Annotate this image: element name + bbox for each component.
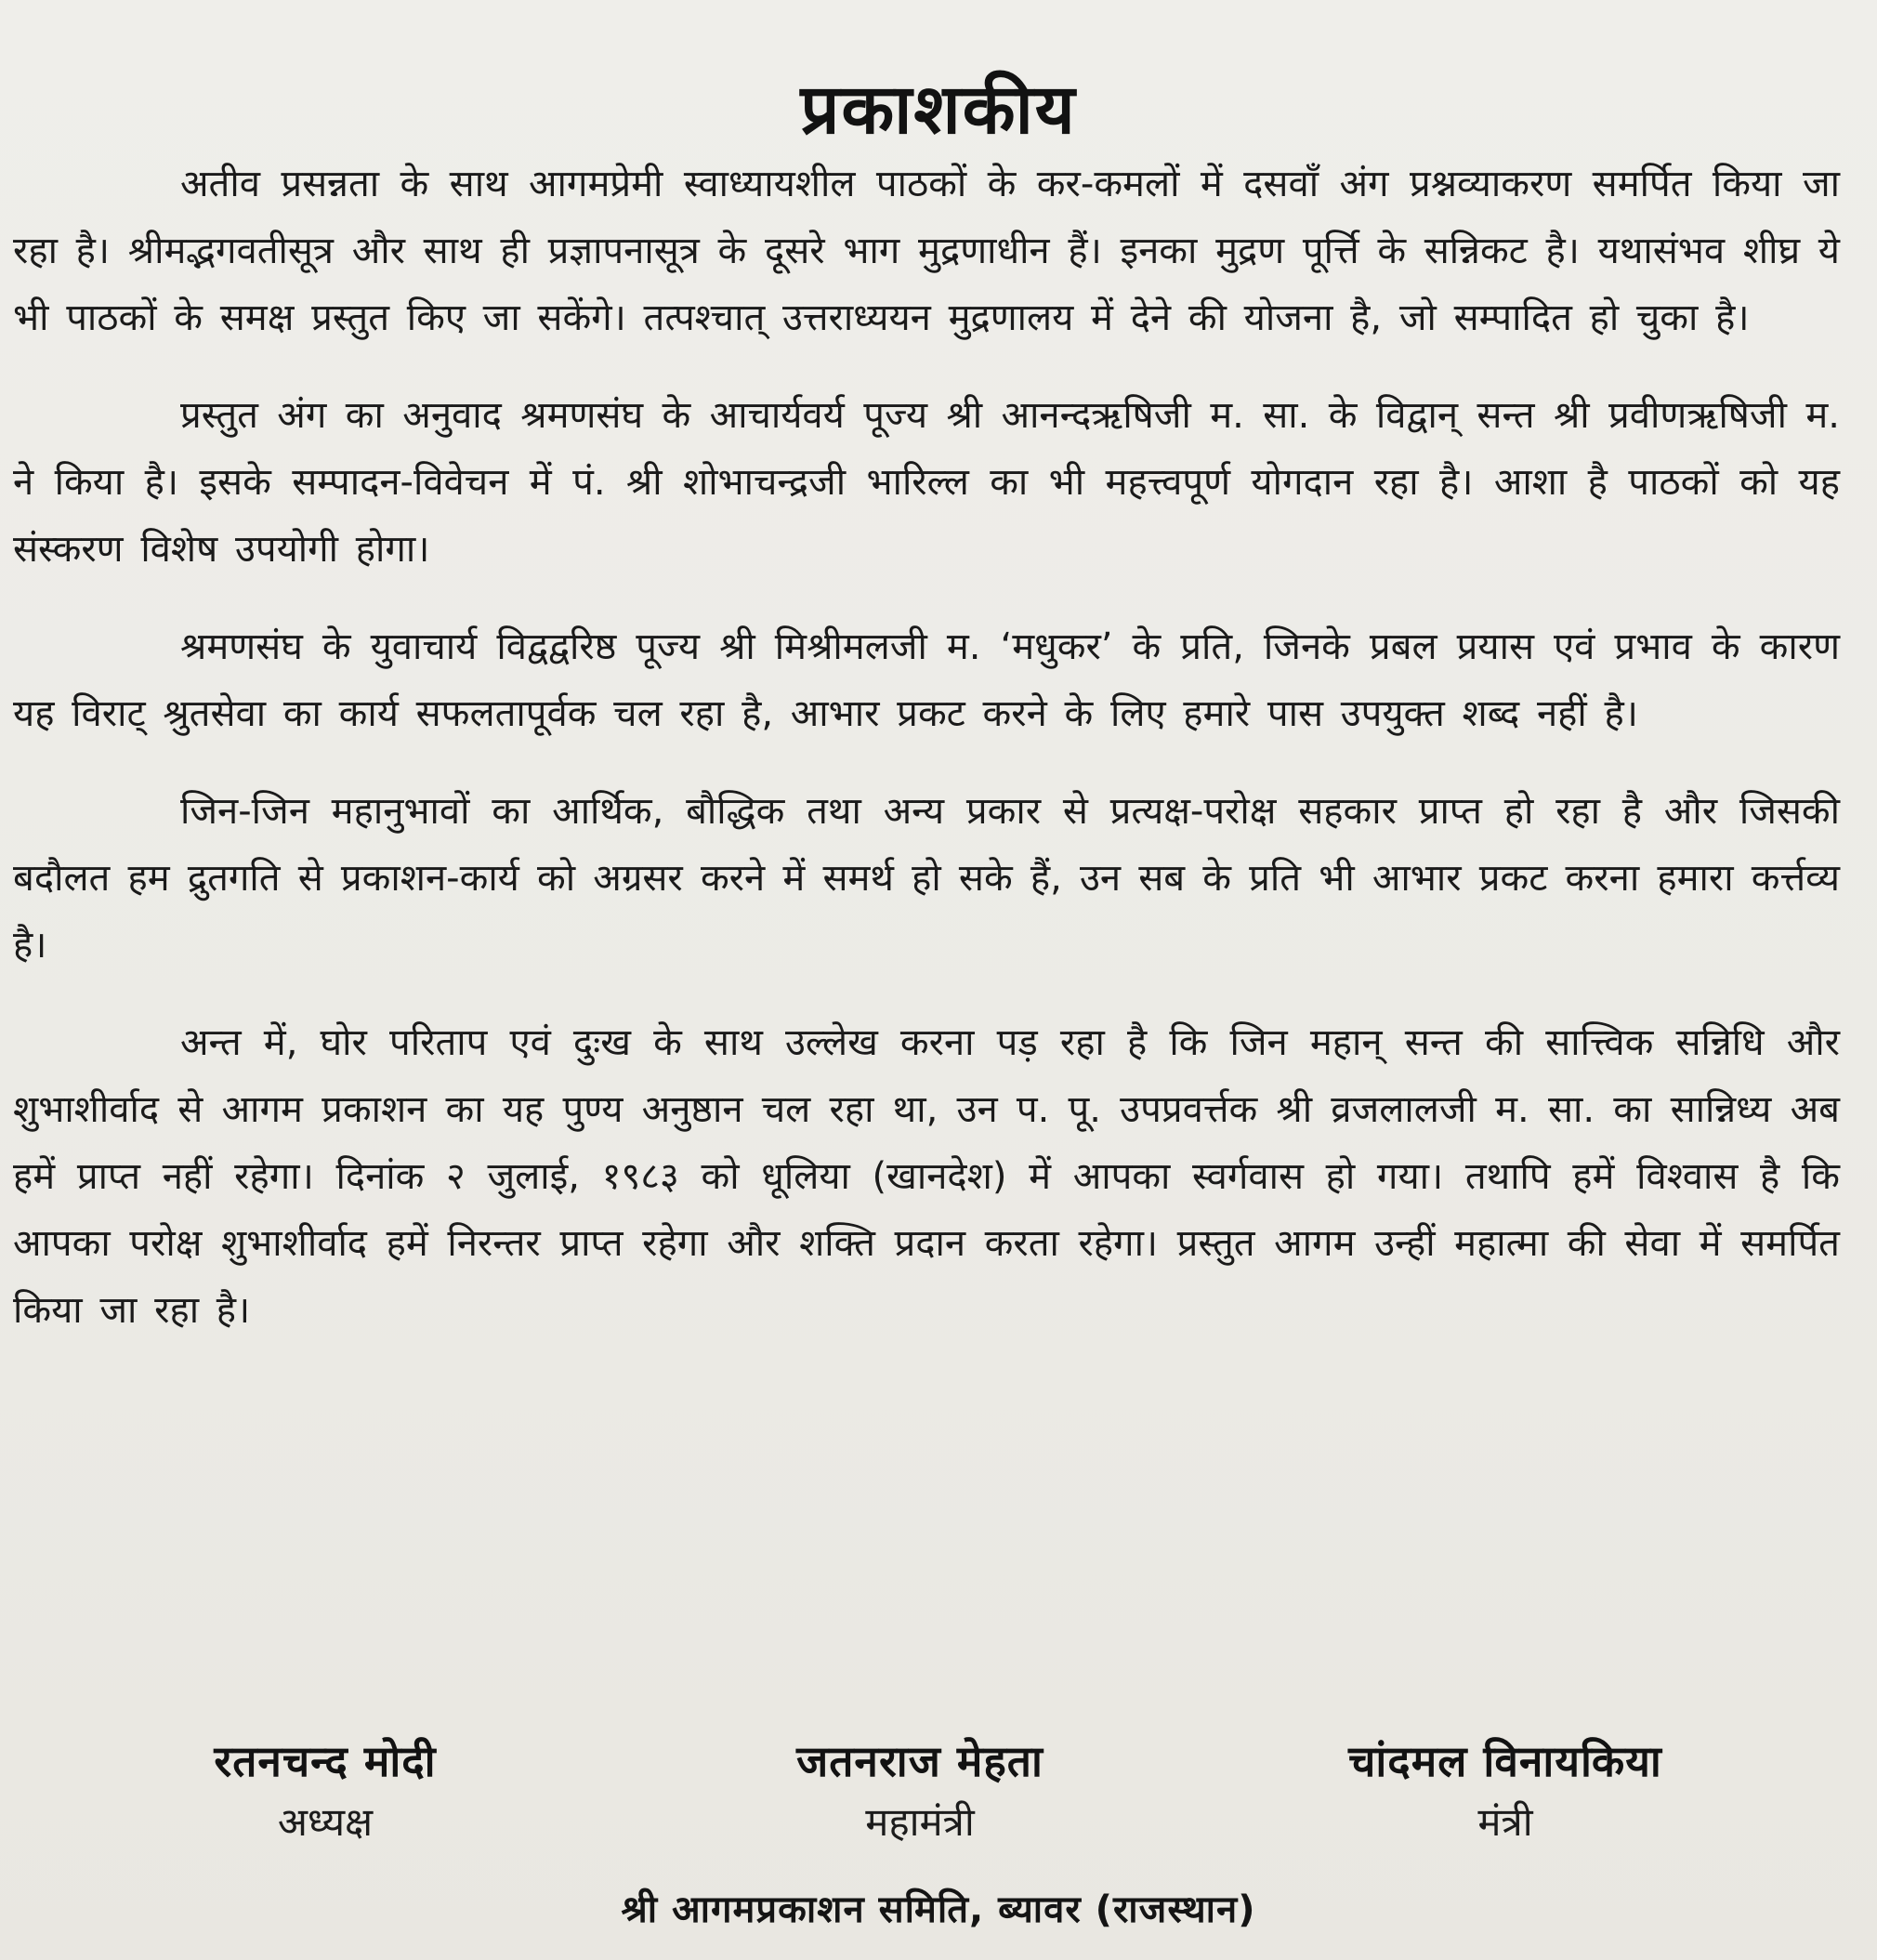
paragraph-1: अतीव प्रसन्नता के साथ आगमप्रेमी स्वाध्यायशील पाठकों के कर-कमलों में दसवाँ अंग प्रश्नव्याकरण समर्पित किया जा रहा है। श्रीमद्भगवतीसूत्र और साथ ही प्रज्ञापनासूत्र के दूसरे भाग मुद्रणाधीन हैं। इनका मुद्रण पूर्त्ति के सन्निकट है। यथासंभव शीघ्र ये भी पाठकों के समक्ष प्रस्तुत किए जा सकेंगे। तत्पश्चात् उत्तराध्ययन मुद्रणालय में देने की योजना है, जो सम्पादित हो चुका है। (13, 163, 1840, 339)
signatory-role: मंत्री (1477, 1799, 1533, 1845)
signatory-name: चांदमल विनायकिया (1348, 1736, 1662, 1786)
signatory-general-secretary (660, 1730, 1180, 1853)
signatory-name: रतनचन्द मोदी (214, 1736, 437, 1786)
publisher-footer: श्री आगमप्रकाशन समिति, ब्यावर (राजस्थान) (621, 1888, 1256, 1931)
page-title: प्रकाशकीय (800, 69, 1077, 150)
signatory-president (65, 1730, 585, 1853)
paragraph-2: प्रस्तुत अंग का अनुवाद श्रमणसंघ के आचार्यवर्य पूज्य श्री आनन्दऋषिजी म. सा. के विद्वान् सन्त श्री प्रवीणऋषिजी म. ने किया है। इसके सम्पादन-विवेचन में पं. श्री शोभाचन्द्रजी भारिल्ल का भी महत्त्वपूर्ण योगदान रहा है। आशा है पाठकों को यह संस्करण विशेष उपयोगी होगा। (13, 394, 1840, 571)
signatory-secretary (1245, 1730, 1765, 1853)
signature-block (0, 1730, 1877, 1851)
body-text (13, 151, 1840, 1375)
signatory-name: जतनराज मेहता (796, 1736, 1044, 1786)
signatory-role: अध्यक्ष (277, 1799, 374, 1845)
paragraph-3: श्रमणसंघ के युवाचार्य विद्वद्वरिष्ठ पूज्य श्री मिश्रीमलजी म. ‘मधुकर’ के प्रति, जिनके प्रबल प्रयास एवं प्रभाव के कारण यह विराट् श्रुतसेवा का कार्य सफलतापूर्वक चल रहा है, आभार प्रकट करने के लिए हमारे पास उपयुक्त शब्द नहीं है। (13, 625, 1840, 735)
paragraph-4: जिन-जिन महानुभावों का आर्थिक, बौद्धिक तथा अन्य प्रकार से प्रत्यक्ष-परोक्ष सहकार प्राप्त हो रहा है और जिसकी बदौलत हम द्रुतगति से प्रकाशन-कार्य को अग्रसर करने में समर्थ हो सके हैं, उन सब के प्रति भी आभार प्रकट करना हमारा कर्त्तव्य है। (13, 790, 1840, 967)
signatory-role: महामंत्री (865, 1799, 975, 1845)
paragraph-5: अन्त में, घोर परिताप एवं दुःख के साथ उल्लेख करना पड़ रहा है कि जिन महान् सन्त की सात्त्विक सन्निधि और शुभाशीर्वाद से आगम प्रकाशन का यह पुण्य अनुष्ठान चल रहा था, उन प. पू. उपप्रवर्त्तक श्री व्रजलालजी म. सा. का सान्निध्य अब हमें प्राप्त नहीं रहेगा। दिनांक २ जुलाई, १९८३ को धूलिया (खानदेश) में आपका स्वर्गवास हो गया। तथापि हमें विश्वास है कि आपका परोक्ष शुभाशीर्वाद हमें निरन्तर प्राप्त रहेगा और शक्ति प्रदान करता रहेगा। प्रस्तुत आगम उन्हीं महात्मा की सेवा में समर्पित किया जा रहा है। (13, 1021, 1840, 1332)
